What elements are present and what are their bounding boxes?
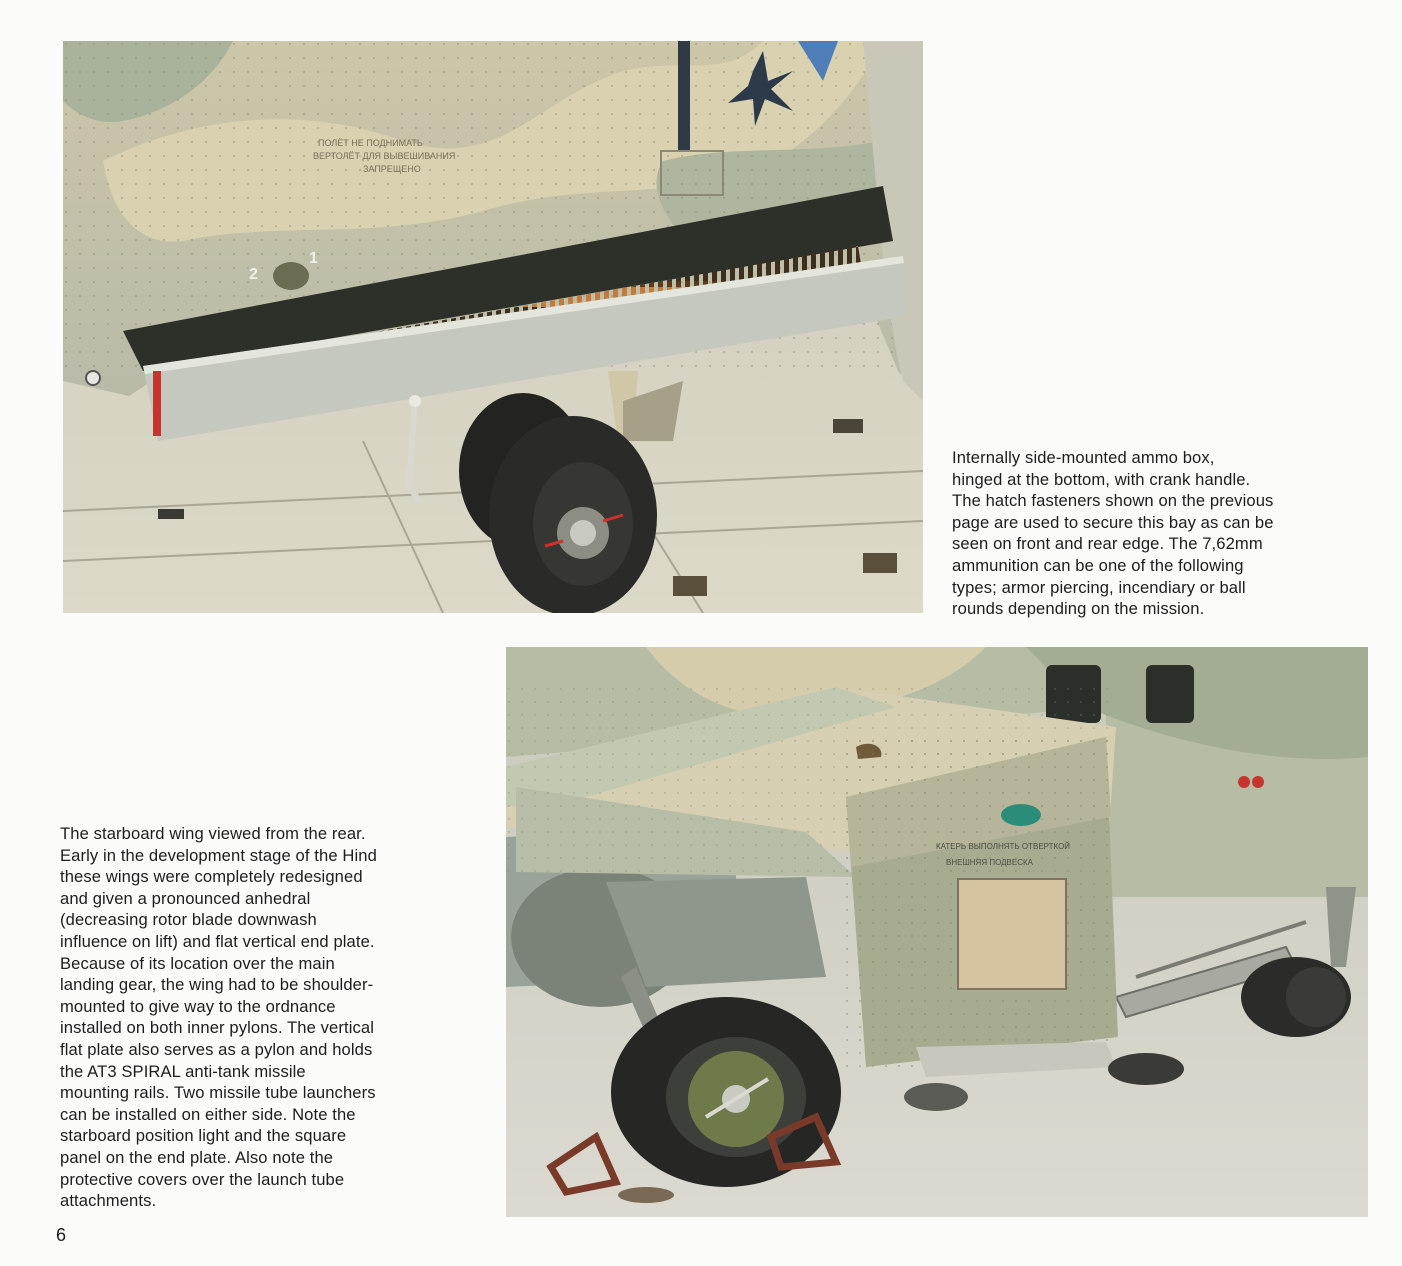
page-number: 6 (56, 1225, 67, 1245)
panel-number-1: 1 (309, 250, 318, 267)
ammo-box-caption: Internally side-mounted ammo box, hinged at the bottom, with crank handle. The hatch fasteners shown on the previous page are used to secure this bay as can be seen on front and rear edge. The 7,62mm ammunition can be one of the following types; armor piercing, incendiary or ball rounds depending on the mission. (952, 448, 1274, 619)
fuselage-stencil-line-2: ВЕРТОЛЁТ ДЛЯ ВЫВЕШИВАНИЯ (313, 151, 456, 161)
fuselage-stencil-line-3: ЗАПРЕЩЕНО (363, 164, 421, 174)
wing-stencil-line-1: КАТЕРЬ ВЫПОЛНЯТЬ ОТВЕРТКОЙ (936, 842, 1071, 851)
ammo-box-photo (63, 41, 923, 613)
starboard-wing-caption: The starboard wing viewed from the rear. Early in the development stage of the Hind these wings were completely redesigned and given a pronounced anhedral (decreasing rotor blade downwash influence on lift) and flat vertical end plate. Because of its location over the main landing gear, the wing had to be shoulder- mounted to give way to the ordnance installed on both inner pylons. The vertical flat plate also serves as a pylon and holds the AT3 SPIRAL anti-tank missile mounting rails. Two missile tube launchers can be installed on either side. Note the starboard position light and the square panel on the end plate. Also note the protective covers over the launch tube attachments. (60, 824, 377, 1211)
panel-number-2: 2 (249, 266, 258, 283)
wing-stencil-line-2: ВНЕШНЯЯ ПОДВЕСКА (946, 858, 1033, 867)
fuselage-stencil-line-1: ПОЛЁТ НЕ ПОДНИМАТЬ (318, 138, 423, 148)
starboard-wing-photo (506, 647, 1368, 1217)
